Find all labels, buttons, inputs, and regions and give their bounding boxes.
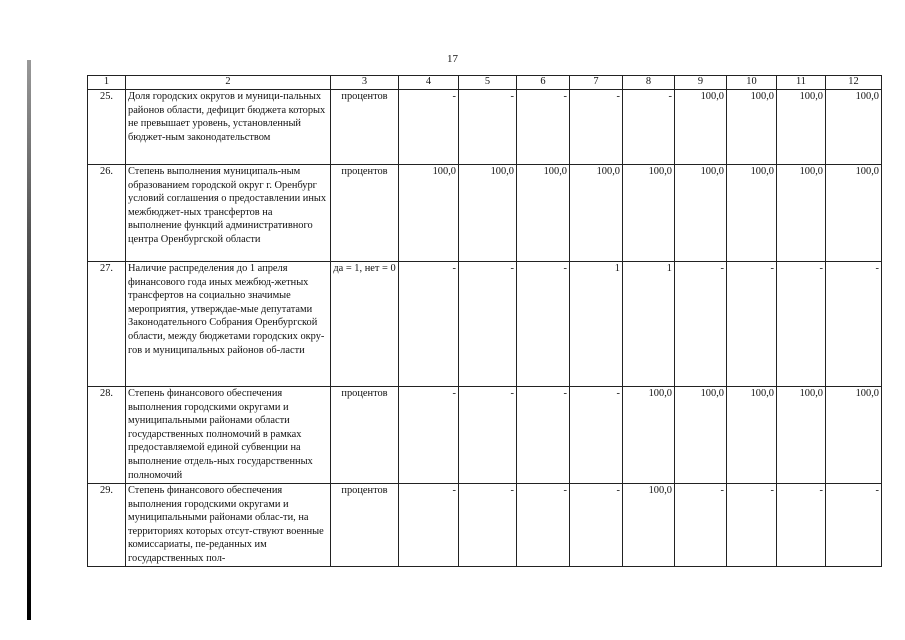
value-cell: - xyxy=(459,262,517,387)
column-header: 6 xyxy=(517,76,570,90)
unit-cell: процентов xyxy=(331,165,399,262)
value-cell: 100,0 xyxy=(826,165,882,262)
value-cell: - xyxy=(517,387,570,484)
column-header: 7 xyxy=(570,76,623,90)
row-number: 26. xyxy=(88,165,126,262)
table-header-row xyxy=(88,76,882,90)
value-cell: 100,0 xyxy=(727,387,777,484)
table-row xyxy=(88,262,882,387)
value-cell: 100,0 xyxy=(777,165,826,262)
value-cell: - xyxy=(399,387,459,484)
indicator-name: Доля городских округов и муници-пальных районов области, дефицит бюджета которых не превышает уровень, установленный бюджет-ным законодательством xyxy=(126,90,331,165)
value-cell: 100,0 xyxy=(623,387,675,484)
unit-cell: процентов xyxy=(331,484,399,567)
value-cell: - xyxy=(459,484,517,567)
indicator-name: Степень финансового обеспечения выполнения городскими округами и муниципальными районами облас-ти, на территориях которых отсут-ствуют военные комиссариаты, пе-реданных им государственных пол- xyxy=(126,484,331,567)
value-cell: - xyxy=(459,387,517,484)
value-cell: - xyxy=(570,484,623,567)
row-number: 29. xyxy=(88,484,126,567)
value-cell: 100,0 xyxy=(826,387,882,484)
column-header: 5 xyxy=(459,76,517,90)
value-cell: 100,0 xyxy=(675,165,727,262)
column-header: 2 xyxy=(126,76,331,90)
value-cell: 100,0 xyxy=(675,387,727,484)
value-cell: - xyxy=(399,262,459,387)
value-cell: - xyxy=(517,90,570,165)
column-header: 9 xyxy=(675,76,727,90)
value-cell: 100,0 xyxy=(623,484,675,567)
value-cell: - xyxy=(727,484,777,567)
table-row xyxy=(88,165,882,262)
value-cell: - xyxy=(399,484,459,567)
scan-edge-mark xyxy=(27,60,31,620)
value-cell: 100,0 xyxy=(399,165,459,262)
column-header: 3 xyxy=(331,76,399,90)
unit-cell: процентов xyxy=(331,90,399,165)
indicator-name: Степень финансового обеспечения выполнения городскими округами и муниципальными районами области государственных полномочий в рамках предоставляемой единой субвенции на выполнение отдель-ных государственных полномочий xyxy=(126,387,331,484)
value-cell: 100,0 xyxy=(623,165,675,262)
value-cell: 100,0 xyxy=(727,165,777,262)
indicators-table xyxy=(87,75,882,567)
indicator-name: Наличие распределения до 1 апреля финансового года иных межбюд-жетных трансфертов на социально значимые мероприятия, утверждае-мые депутатами Законодательного Собрания Оренбургской области, между бюджетами городских окру-гов и муниципальных районов об-ласти xyxy=(126,262,331,387)
value-cell: 100,0 xyxy=(570,165,623,262)
indicator-name: Степень выполнения муниципаль-ным образованием городской округ г. Оренбург условий соглашения о предоставлении иных межбюджет-ных трансфертов на выполнение функций административного центра Оренбургской области xyxy=(126,165,331,262)
value-cell: - xyxy=(826,262,882,387)
value-cell: - xyxy=(399,90,459,165)
column-header: 10 xyxy=(727,76,777,90)
value-cell: 100,0 xyxy=(826,90,882,165)
table-row xyxy=(88,484,882,567)
value-cell: - xyxy=(826,484,882,567)
value-cell: - xyxy=(517,262,570,387)
unit-cell: да = 1, нет = 0 xyxy=(331,262,399,387)
page-number: 17 xyxy=(447,53,458,65)
value-cell: - xyxy=(777,262,826,387)
value-cell: - xyxy=(623,90,675,165)
column-header: 4 xyxy=(399,76,459,90)
row-number: 28. xyxy=(88,387,126,484)
value-cell: - xyxy=(675,484,727,567)
value-cell: 100,0 xyxy=(727,90,777,165)
row-number: 25. xyxy=(88,90,126,165)
value-cell: - xyxy=(517,484,570,567)
value-cell: - xyxy=(570,387,623,484)
table-row xyxy=(88,387,882,484)
value-cell: 100,0 xyxy=(777,387,826,484)
value-cell: - xyxy=(459,90,517,165)
value-cell: 1 xyxy=(570,262,623,387)
value-cell: 1 xyxy=(623,262,675,387)
value-cell: - xyxy=(570,90,623,165)
unit-cell: процентов xyxy=(331,387,399,484)
value-cell: - xyxy=(777,484,826,567)
column-header: 1 xyxy=(88,76,126,90)
table-row xyxy=(88,90,882,165)
value-cell: - xyxy=(727,262,777,387)
value-cell: 100,0 xyxy=(459,165,517,262)
column-header: 11 xyxy=(777,76,826,90)
value-cell: - xyxy=(675,262,727,387)
value-cell: 100,0 xyxy=(517,165,570,262)
row-number: 27. xyxy=(88,262,126,387)
column-header: 8 xyxy=(623,76,675,90)
value-cell: 100,0 xyxy=(777,90,826,165)
column-header: 12 xyxy=(826,76,882,90)
value-cell: 100,0 xyxy=(675,90,727,165)
